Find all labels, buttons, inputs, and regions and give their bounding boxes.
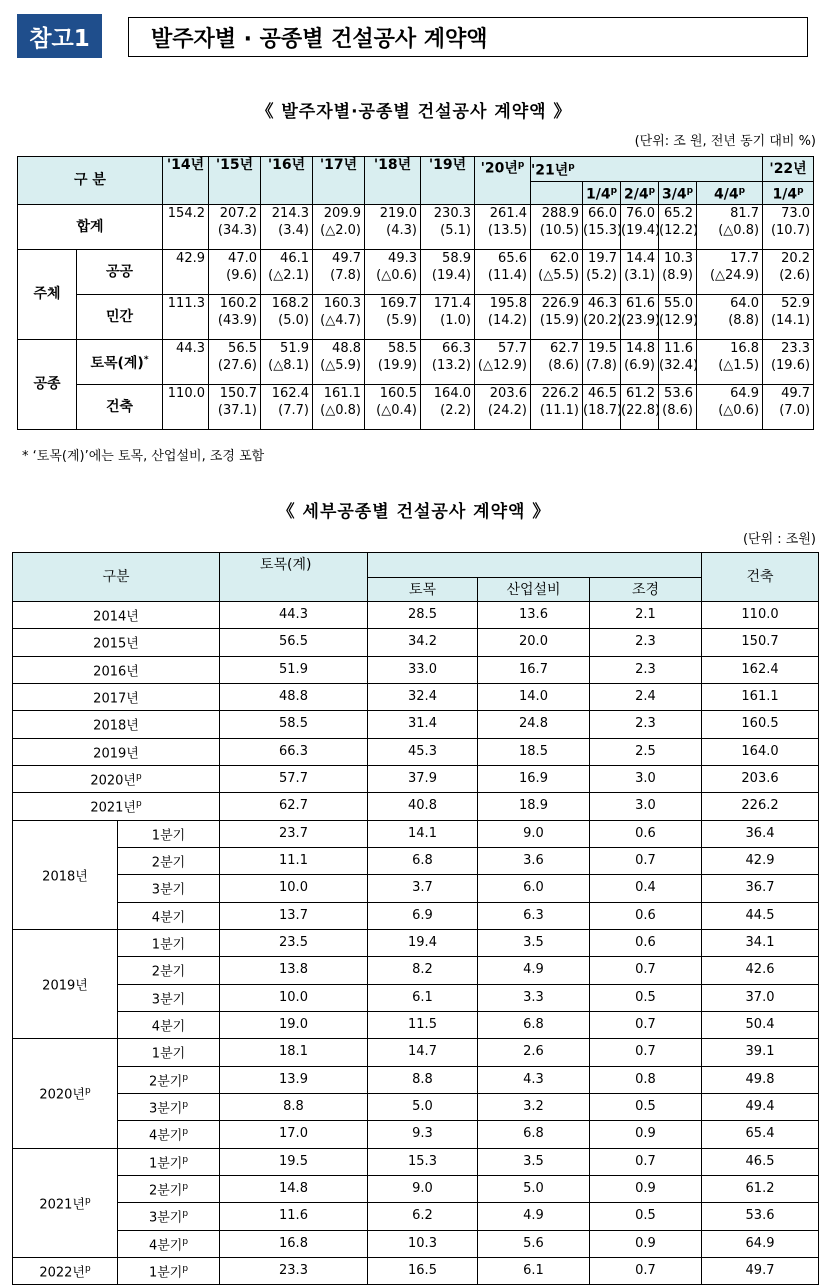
table2-cell: 5.0: [368, 1093, 478, 1120]
table1-cell: 23.3 (19.6): [763, 340, 814, 385]
table2-cell: 57.7: [220, 765, 368, 792]
table1-cell: 207.2 (34.3): [209, 205, 261, 250]
row-label-quarter: 2분기$^p$: [118, 1066, 220, 1093]
table2-cell: 6.3: [478, 902, 590, 929]
table2-cell: 0.5: [590, 1093, 702, 1120]
table2-row-annual: [13, 793, 819, 820]
table2-cell: 8.2: [368, 957, 478, 984]
row-label-quarter: 2분기: [118, 957, 220, 984]
table1-cell: 288.9 (10.5): [531, 205, 583, 250]
table1-cell: 62.7 (8.6): [531, 340, 583, 385]
table1-cell: 164.0 (2.2): [421, 385, 475, 430]
table1-row-total: [18, 205, 814, 250]
table1-cell: 53.6 (8.6): [659, 385, 697, 430]
table2-cell: 50.4: [702, 1011, 819, 1038]
table2-cell: 4.3: [478, 1066, 590, 1093]
table1-cell: 49.7 (7.0): [763, 385, 814, 430]
table2-cell: 13.8: [220, 957, 368, 984]
table2-cell: 28.5: [368, 602, 478, 629]
row-label-year: 2020년$^p$: [13, 765, 220, 792]
table1-cell: 49.7 (7.8): [313, 250, 365, 295]
table2-row-quarter: [13, 1257, 819, 1284]
table2-cell: 13.9: [220, 1066, 368, 1093]
table2-cell: 17.0: [220, 1121, 368, 1148]
table2-cell: 9.0: [478, 820, 590, 847]
table2-cell: 44.3: [220, 602, 368, 629]
table1-cell: 154.2: [163, 205, 209, 250]
col-header-2022: '22년: [763, 157, 814, 182]
contract-by-owner-table: [17, 156, 814, 430]
table1-cell: 56.5 (27.6): [209, 340, 261, 385]
table2-cell: 49.4: [702, 1093, 819, 1120]
row-label-year: 2021년$^p$: [13, 793, 220, 820]
table2-cell: 37.0: [702, 984, 819, 1011]
col-header-2021-total: [531, 182, 583, 205]
table1-cell: 219.0 (4.3): [365, 205, 421, 250]
table1-cell: 11.6 (32.4): [659, 340, 697, 385]
row-label-quarter: 3분기$^p$: [118, 1093, 220, 1120]
table2-cell: 6.2: [368, 1203, 478, 1230]
table1-cell: 57.7 (△12.9): [475, 340, 531, 385]
table2-row-quarter: [13, 1175, 819, 1202]
col-header-2016: '16년: [261, 157, 313, 205]
table2-cell: 65.4: [702, 1121, 819, 1148]
col-header-2021-q2: 2/4$^p$: [621, 182, 659, 205]
table2-row-quarter: [13, 1148, 819, 1175]
table1-cell: 76.0 (19.4): [621, 205, 659, 250]
footnote: * ‘토목(계)’에는 토목, 산업설비, 조경 포함: [22, 449, 265, 464]
col-header-2021: '21년$^p$: [531, 157, 763, 182]
table2-cell: 3.5: [478, 929, 590, 956]
row-label-quarter: 1분기$^p$: [118, 1257, 220, 1284]
table2-cell: 46.5: [702, 1148, 819, 1175]
table2-row-annual: [13, 656, 819, 683]
table1-row-building: [18, 385, 814, 430]
table2-cell: 66.3: [220, 738, 368, 765]
table1-cell: 226.2 (11.1): [531, 385, 583, 430]
row-label-quarter: 4분기$^p$: [118, 1121, 220, 1148]
table2-cell: 3.7: [368, 875, 478, 902]
table2-cell: 16.5: [368, 1257, 478, 1284]
contract-by-subtype-table: [12, 552, 819, 1285]
table2-cell: 0.5: [590, 1203, 702, 1230]
table2-cell: 6.1: [478, 1257, 590, 1284]
table1-cell: 209.9 (△2.0): [313, 205, 365, 250]
table1-cell: 230.3 (5.1): [421, 205, 475, 250]
table1-cell: 150.7 (37.1): [209, 385, 261, 430]
table2-cell: 13.6: [478, 602, 590, 629]
table1-cell: 58.5 (19.9): [365, 340, 421, 385]
table2-cell: 34.1: [702, 929, 819, 956]
table2-header-gubun: 구분: [13, 553, 220, 602]
table1-cell: 66.0 (15.3): [583, 205, 621, 250]
table1-cell: 46.5 (18.7): [583, 385, 621, 430]
table2-cell: 0.9: [590, 1230, 702, 1257]
table1-cell: 20.2 (2.6): [763, 250, 814, 295]
table2-cell: 23.3: [220, 1257, 368, 1284]
table1-cell: 160.2 (43.9): [209, 295, 261, 340]
row-label-year: 2018년: [13, 711, 220, 738]
table2-cell: 0.5: [590, 984, 702, 1011]
table2-cell: 150.7: [702, 629, 819, 656]
table2-cell: 161.1: [702, 683, 819, 710]
table2-cell: 5.6: [478, 1230, 590, 1257]
group-label-work: 공종: [18, 340, 77, 430]
table2-cell: 2.3: [590, 711, 702, 738]
page-title: 발주자별 · 공종별 건설공사 계약액: [128, 17, 808, 57]
row-label-year: 2014년: [13, 602, 220, 629]
table2-cell: 162.4: [702, 656, 819, 683]
table2-cell: 23.7: [220, 820, 368, 847]
table2-row-quarter: [13, 847, 819, 874]
row-label-quarter: 4분기: [118, 902, 220, 929]
row-label-year-group: 2021년$^p$: [13, 1148, 118, 1257]
table1-title: 《 발주자별·공종별 건설공사 계약액 》: [256, 102, 572, 122]
group-label-owner: 주체: [18, 250, 77, 340]
table1-cell: 14.4 (3.1): [621, 250, 659, 295]
table2-cell: 14.8: [220, 1175, 368, 1202]
table2-cell: 61.2: [702, 1175, 819, 1202]
table2-cell: 6.8: [368, 847, 478, 874]
table1-cell: 73.0 (10.7): [763, 205, 814, 250]
table2-cell: 19.4: [368, 929, 478, 956]
table2-row-quarter: [13, 875, 819, 902]
table1-cell: 65.6 (11.4): [475, 250, 531, 295]
table2-cell: 19.0: [220, 1011, 368, 1038]
table1-cell: 19.7 (5.2): [583, 250, 621, 295]
table2-row-quarter: [13, 1203, 819, 1230]
table1-cell: 160.3 (△4.7): [313, 295, 365, 340]
row-label-total: 합계: [18, 205, 163, 250]
row-label-quarter: 1분기: [118, 820, 220, 847]
table1-cell: 203.6 (24.2): [475, 385, 531, 430]
table1-cell: 52.9 (14.1): [763, 295, 814, 340]
table1-row-civil: [18, 340, 814, 385]
col-header-civil: 토목: [368, 578, 478, 602]
table2-cell: 11.5: [368, 1011, 478, 1038]
table2-cell: 2.6: [478, 1039, 590, 1066]
row-label-quarter: 1분기$^p$: [118, 1148, 220, 1175]
row-label-public: 공공: [77, 250, 163, 295]
table2-cell: 0.7: [590, 1148, 702, 1175]
reference-badge: 참고1: [17, 14, 102, 58]
table2-cell: 49.7: [702, 1257, 819, 1284]
table2-cell: 4.9: [478, 957, 590, 984]
table2-cell: 33.0: [368, 656, 478, 683]
row-label-quarter: 2분기: [118, 847, 220, 874]
table2-cell: 62.7: [220, 793, 368, 820]
table2-title: 《 세부공종별 건설공사 계약액 》: [277, 502, 551, 522]
table1-cell: 55.0 (12.9): [659, 295, 697, 340]
table2-row-quarter: [13, 1121, 819, 1148]
table2-cell: 3.5: [478, 1148, 590, 1175]
table2-cell: 3.0: [590, 765, 702, 792]
table2-row-quarter: [13, 1093, 819, 1120]
table2-cell: 0.6: [590, 902, 702, 929]
table1-cell: 14.8 (6.9): [621, 340, 659, 385]
table2-cell: 15.3: [368, 1148, 478, 1175]
col-header-2018: '18년: [365, 157, 421, 205]
table2-row-quarter: [13, 929, 819, 956]
table2-cell: 0.6: [590, 929, 702, 956]
table1-cell: 16.8 (△1.5): [697, 340, 763, 385]
table2-cell: 51.9: [220, 656, 368, 683]
table2-cell: 2.4: [590, 683, 702, 710]
table2-row-quarter: [13, 1066, 819, 1093]
table1-row-public: [18, 250, 814, 295]
table1-cell: 62.0 (△5.5): [531, 250, 583, 295]
table2-cell: 8.8: [220, 1093, 368, 1120]
table2-cell: 203.6: [702, 765, 819, 792]
row-label-quarter: 1분기: [118, 929, 220, 956]
row-label-quarter: 3분기$^p$: [118, 1203, 220, 1230]
table2-cell: 6.8: [478, 1121, 590, 1148]
table2-row-annual: [13, 629, 819, 656]
table2-cell: 42.6: [702, 957, 819, 984]
table2-row-quarter: [13, 1039, 819, 1066]
col-header-2020: '20년$^p$: [475, 157, 531, 205]
table1-cell: 214.3 (3.4): [261, 205, 313, 250]
table1-cell: 162.4 (7.7): [261, 385, 313, 430]
table2-cell: 13.7: [220, 902, 368, 929]
table2-cell: 6.8: [478, 1011, 590, 1038]
table2-cell: 14.1: [368, 820, 478, 847]
table2-cell: 0.4: [590, 875, 702, 902]
col-header-2021-q4: 4/4$^p$: [697, 182, 763, 205]
table2-cell: 0.7: [590, 1039, 702, 1066]
table2-cell: 56.5: [220, 629, 368, 656]
col-header-2017: '17년: [313, 157, 365, 205]
table2-cell: 2.5: [590, 738, 702, 765]
table2-cell: 6.9: [368, 902, 478, 929]
table1-cell: 195.8 (14.2): [475, 295, 531, 340]
row-label-year: 2015년: [13, 629, 220, 656]
table2-cell: 36.7: [702, 875, 819, 902]
col-header-2022-q1: 1/4$^p$: [763, 182, 814, 205]
row-label-year: 2017년: [13, 683, 220, 710]
table2-row-quarter: [13, 957, 819, 984]
table2-cell: 42.9: [702, 847, 819, 874]
table1-cell: 171.4 (1.0): [421, 295, 475, 340]
row-label-building: 건축: [77, 385, 163, 430]
table2-cell: 20.0: [478, 629, 590, 656]
col-header-plant: 산업설비: [478, 578, 590, 602]
row-label-year: 2019년: [13, 738, 220, 765]
table2-cell: 58.5: [220, 711, 368, 738]
row-label-year: 2016년: [13, 656, 220, 683]
table2-cell: 16.9: [478, 765, 590, 792]
table2-row-quarter: [13, 902, 819, 929]
table2-cell: 10.0: [220, 984, 368, 1011]
table1-row-private: [18, 295, 814, 340]
row-label-year-group: 2022년$^p$: [13, 1257, 118, 1284]
table2-row-quarter: [13, 1230, 819, 1257]
row-label-private: 민간: [77, 295, 163, 340]
col-header-civil-total: 토목(계): [220, 553, 368, 578]
table2-cell: 3.0: [590, 793, 702, 820]
table2-cell: 6.0: [478, 875, 590, 902]
table2-cell: 9.3: [368, 1121, 478, 1148]
row-label-quarter: 4분기: [118, 1011, 220, 1038]
table2-cell: 8.8: [368, 1066, 478, 1093]
table1-cell: 58.9 (19.4): [421, 250, 475, 295]
table2-cell: 11.1: [220, 847, 368, 874]
table2-cell: 19.5: [220, 1148, 368, 1175]
table1-cell: 42.9: [163, 250, 209, 295]
table1-cell: 61.6 (23.9): [621, 295, 659, 340]
row-label-quarter: 2분기$^p$: [118, 1175, 220, 1202]
row-label-quarter: 1분기: [118, 1039, 220, 1066]
table2-cell: 48.8: [220, 683, 368, 710]
table2-cell: 53.6: [702, 1203, 819, 1230]
table2-cell: 44.5: [702, 902, 819, 929]
table2-cell: 2.3: [590, 656, 702, 683]
table2-cell: 18.5: [478, 738, 590, 765]
table1-cell: 61.2 (22.8): [621, 385, 659, 430]
table2-cell: 226.2: [702, 793, 819, 820]
table2-cell: 3.3: [478, 984, 590, 1011]
table2-cell: 9.0: [368, 1175, 478, 1202]
table2-cell: 34.2: [368, 629, 478, 656]
table1-cell: 65.2 (12.2): [659, 205, 697, 250]
col-header-2021-q3: 3/4$^p$: [659, 182, 697, 205]
table2-cell: 0.9: [590, 1121, 702, 1148]
table2-cell: 24.8: [478, 711, 590, 738]
table2-cell: 39.1: [702, 1039, 819, 1066]
table2-cell: 14.0: [478, 683, 590, 710]
table2-cell: 16.8: [220, 1230, 368, 1257]
table2-cell: 11.6: [220, 1203, 368, 1230]
table2-row-annual: [13, 602, 819, 629]
table2-cell: 0.7: [590, 1011, 702, 1038]
table2-cell: 10.3: [368, 1230, 478, 1257]
table1-cell: 81.7 (△0.8): [697, 205, 763, 250]
table1-cell: 168.2 (5.0): [261, 295, 313, 340]
col-header-2015: '15년: [209, 157, 261, 205]
table2-cell: 4.9: [478, 1203, 590, 1230]
table2-row-annual: [13, 765, 819, 792]
row-label-quarter: 3분기: [118, 984, 220, 1011]
table2-cell: 0.9: [590, 1175, 702, 1202]
table2-row-annual: [13, 683, 819, 710]
table2-row-quarter: [13, 984, 819, 1011]
table2-cell: 0.7: [590, 1257, 702, 1284]
table2-cell: 45.3: [368, 738, 478, 765]
table2-cell: 18.1: [220, 1039, 368, 1066]
table2-cell: 6.1: [368, 984, 478, 1011]
table1-cell: 46.3 (20.2): [583, 295, 621, 340]
table2-cell: 110.0: [702, 602, 819, 629]
row-label-year-group: 2019년: [13, 929, 118, 1038]
table1-cell: 111.3: [163, 295, 209, 340]
table2-row-annual: [13, 711, 819, 738]
table1-cell: 161.1 (△0.8): [313, 385, 365, 430]
table1-cell: 49.3 (△0.6): [365, 250, 421, 295]
row-label-quarter: 4분기$^p$: [118, 1230, 220, 1257]
table1-cell: 10.3 (8.9): [659, 250, 697, 295]
table2-cell: 0.7: [590, 847, 702, 874]
table2-cell: 2.3: [590, 629, 702, 656]
table2-cell: 32.4: [368, 683, 478, 710]
table1-cell: 110.0: [163, 385, 209, 430]
table2-cell: 164.0: [702, 738, 819, 765]
table2-cell: 31.4: [368, 711, 478, 738]
table2-cell: 3.6: [478, 847, 590, 874]
table2-cell: 0.7: [590, 957, 702, 984]
row-label-civil: 토목(계)*: [77, 340, 163, 385]
table1-cell: 160.5 (△0.4): [365, 385, 421, 430]
table1-cell: 17.7 (△24.9): [697, 250, 763, 295]
table2-cell: 40.8: [368, 793, 478, 820]
table1-cell: 261.4 (13.5): [475, 205, 531, 250]
table1-cell: 19.5 (7.8): [583, 340, 621, 385]
table1-cell: 47.0 (9.6): [209, 250, 261, 295]
col-header-civil-total-sub: [220, 578, 368, 602]
table2-cell: 49.8: [702, 1066, 819, 1093]
table1-unit: (단위: 조 원, 전년 동기 대비 %): [634, 134, 816, 149]
table1-cell: 46.1 (△2.1): [261, 250, 313, 295]
table2-cell: 64.9: [702, 1230, 819, 1257]
col-header-landscape: 조경: [590, 578, 702, 602]
row-label-year-group: 2018년: [13, 820, 118, 929]
table2-row-annual: [13, 738, 819, 765]
table2-cell: 14.7: [368, 1039, 478, 1066]
table1-cell: 48.8 (△5.9): [313, 340, 365, 385]
table1-cell: 226.9 (15.9): [531, 295, 583, 340]
col-header-2021-q1: 1/4$^p$: [583, 182, 621, 205]
table2-row-quarter: [13, 820, 819, 847]
table2-cell: 160.5: [702, 711, 819, 738]
col-header-building: 건축: [702, 553, 819, 602]
table1-cell: 66.3 (13.2): [421, 340, 475, 385]
table1-cell: 64.9 (△0.6): [697, 385, 763, 430]
row-label-year-group: 2020년$^p$: [13, 1039, 118, 1148]
table1-cell: 64.0 (8.8): [697, 295, 763, 340]
table2-unit: (단위 : 조원): [742, 532, 816, 547]
row-label-quarter: 3분기: [118, 875, 220, 902]
table1-cell: 44.3: [163, 340, 209, 385]
table2-row-quarter: [13, 1011, 819, 1038]
col-header-2014: '14년: [163, 157, 209, 205]
table2-cell: 3.2: [478, 1093, 590, 1120]
col-header-civil-span: [368, 553, 702, 578]
table2-cell: 5.0: [478, 1175, 590, 1202]
col-header-2019: '19년: [421, 157, 475, 205]
table1-cell: 169.7 (5.9): [365, 295, 421, 340]
table2-cell: 37.9: [368, 765, 478, 792]
table2-cell: 18.9: [478, 793, 590, 820]
table2-cell: 0.8: [590, 1066, 702, 1093]
table2-cell: 0.6: [590, 820, 702, 847]
table2-cell: 2.1: [590, 602, 702, 629]
table2-cell: 23.5: [220, 929, 368, 956]
table2-cell: 16.7: [478, 656, 590, 683]
table2-cell: 10.0: [220, 875, 368, 902]
table1-cell: 51.9 (△8.1): [261, 340, 313, 385]
table2-cell: 36.4: [702, 820, 819, 847]
table1-header-gubun: 구 분: [18, 157, 163, 205]
